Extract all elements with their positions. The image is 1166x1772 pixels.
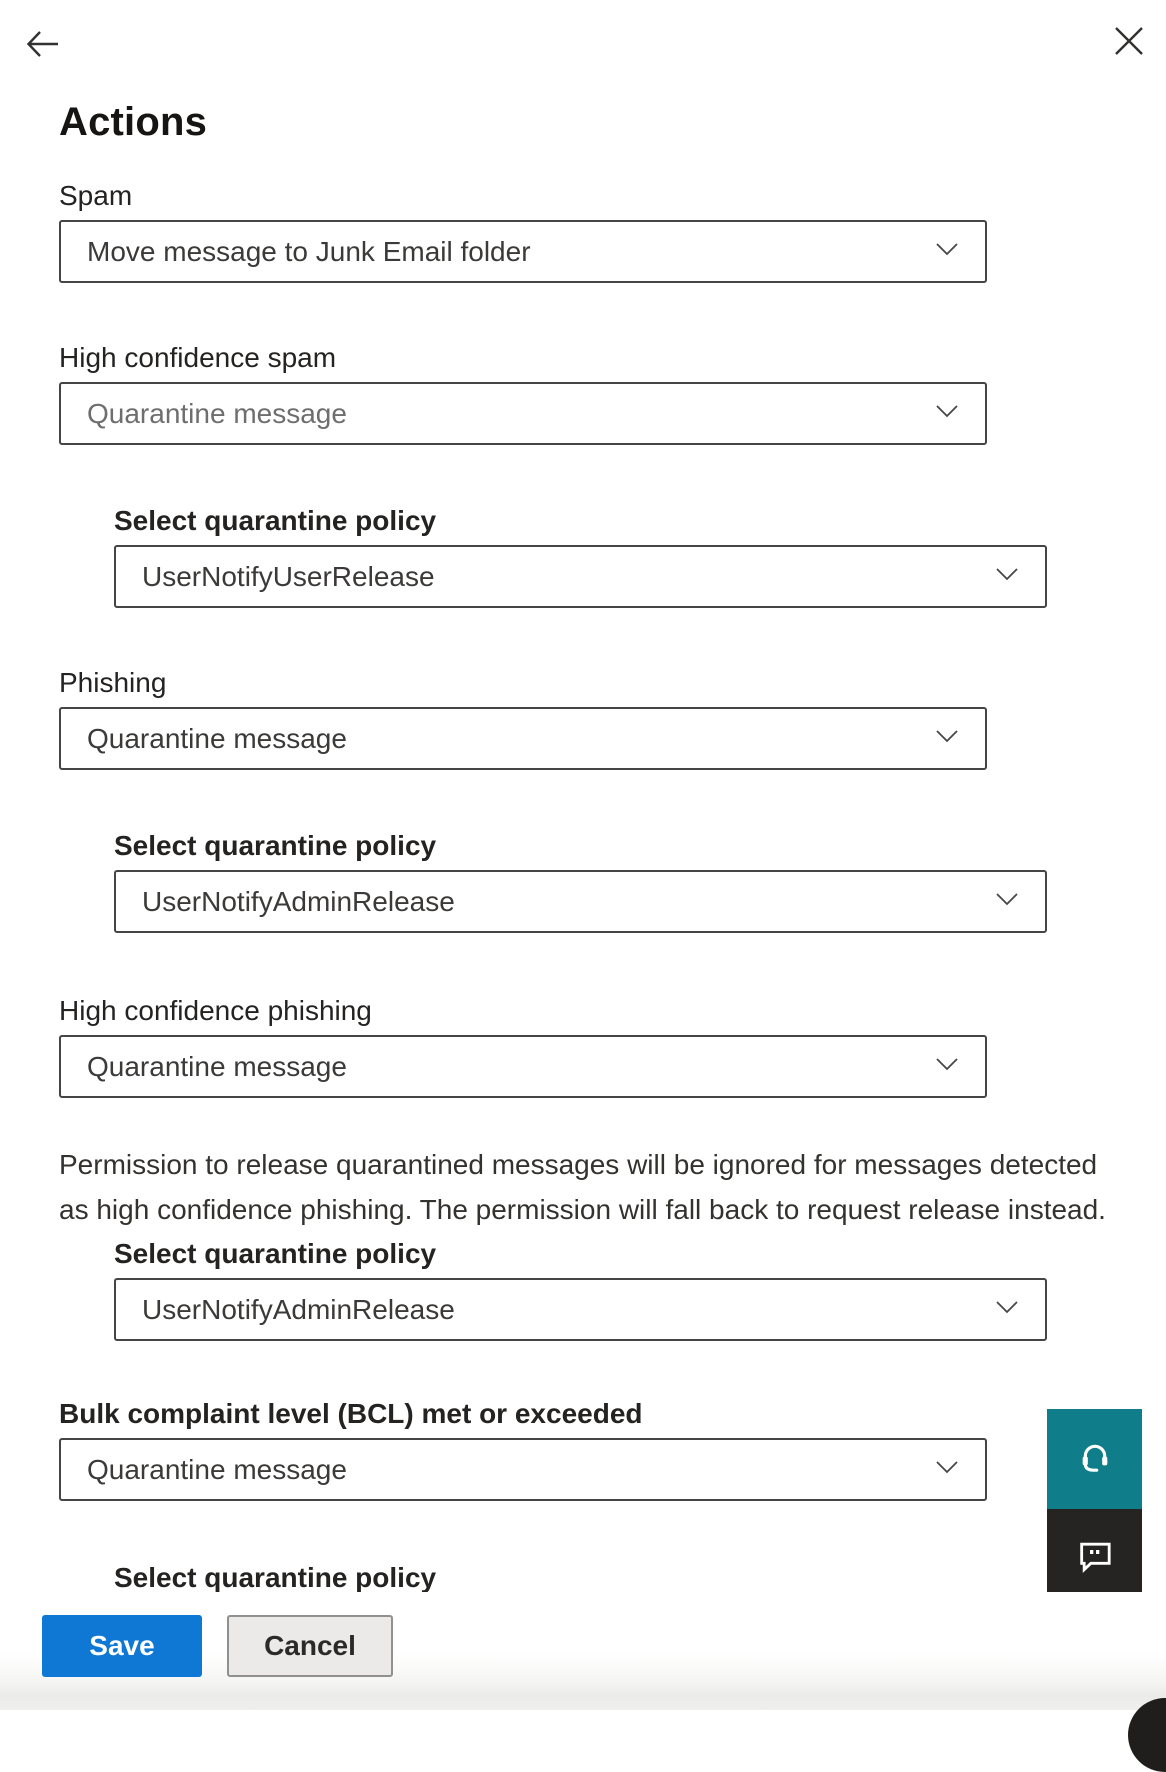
field-group-phishing: [59, 665, 987, 770]
field-label-select-quarantine-policy: Select quarantine policy: [114, 505, 437, 536]
headset-icon: [1075, 1438, 1115, 1481]
dropdown-selected-value: UserNotifyUserRelease: [142, 560, 435, 592]
high-confidence-phishing-action-dropdown[interactable]: [59, 1035, 987, 1098]
dropdown-selected-value: Quarantine message: [87, 1050, 347, 1082]
footer-bar: [0, 1592, 1166, 1710]
field-group-quarantine-policy-phishing: [114, 828, 1047, 933]
chevron-down-icon: [935, 242, 959, 261]
chevron-down-icon: [995, 1300, 1019, 1319]
support-button[interactable]: [1047, 1409, 1142, 1509]
cancel-button[interactable]: Cancel: [227, 1615, 393, 1677]
back-button[interactable]: [25, 28, 61, 60]
dropdown-selected-value: UserNotifyAdminRelease: [142, 885, 455, 917]
field-label-high-confidence-phishing: High confidence phishing: [59, 995, 372, 1026]
field-group-quarantine-policy-hc-phishing: [114, 1236, 1047, 1341]
quarantine-policy-dropdown-spam[interactable]: [114, 545, 1047, 608]
field-label-bcl: Bulk complaint level (BCL) met or exceeded: [59, 1398, 643, 1429]
dropdown-selected-value: Quarantine message: [87, 722, 347, 754]
field-label-phishing: Phishing: [59, 667, 167, 698]
high-confidence-spam-action-dropdown[interactable]: [59, 382, 987, 445]
field-label-spam: Spam: [59, 180, 133, 211]
chevron-down-icon: [935, 729, 959, 748]
quarantine-policy-dropdown-hc-phishing[interactable]: [114, 1278, 1047, 1341]
chevron-down-icon: [995, 892, 1019, 911]
high-confidence-phishing-note: Permission to release quarantined messages will be ignored for messages detected as high confidence phishing. The permission will fall back to request release instead.: [59, 1149, 1106, 1225]
quarantine-policy-dropdown-phishing[interactable]: [114, 870, 1047, 933]
bcl-action-dropdown[interactable]: [59, 1438, 987, 1501]
field-label-select-quarantine-policy: Select quarantine policy: [114, 830, 437, 861]
field-group-quarantine-policy-spam: [114, 503, 1047, 608]
dropdown-selected-value: Quarantine message: [87, 1453, 347, 1485]
back-arrow-icon: [25, 48, 61, 63]
phishing-action-dropdown[interactable]: [59, 707, 987, 770]
actions-panel: [59, 0, 1111, 1592]
field-label-high-confidence-spam: High confidence spam: [59, 342, 337, 373]
field-group-high-confidence-phishing: [59, 993, 987, 1098]
dropdown-selected-value: Quarantine message: [87, 397, 347, 429]
field-group-bcl: [59, 1396, 987, 1501]
close-icon: [1112, 46, 1146, 61]
save-button[interactable]: Save: [42, 1615, 202, 1677]
field-group-high-confidence-spam: [59, 340, 987, 445]
spam-action-dropdown[interactable]: [59, 220, 987, 283]
page-title: Actions: [59, 100, 208, 144]
field-group-spam: [59, 178, 987, 283]
close-button[interactable]: [1112, 24, 1146, 58]
feedback-bubble-icon: [1075, 1535, 1115, 1578]
field-label-select-quarantine-policy: Select quarantine policy: [114, 1238, 437, 1269]
dropdown-selected-value: Move message to Junk Email folder: [87, 235, 531, 267]
chevron-down-icon: [935, 1057, 959, 1076]
chevron-down-icon: [935, 404, 959, 423]
chevron-down-icon: [935, 1460, 959, 1479]
feedback-button[interactable]: [1047, 1509, 1142, 1604]
chevron-down-icon: [995, 567, 1019, 586]
field-label-select-quarantine-policy: Select quarantine policy: [114, 1562, 437, 1592]
dropdown-selected-value: UserNotifyAdminRelease: [142, 1293, 455, 1325]
field-group-quarantine-policy-bcl-clipped: [114, 1560, 1047, 1592]
